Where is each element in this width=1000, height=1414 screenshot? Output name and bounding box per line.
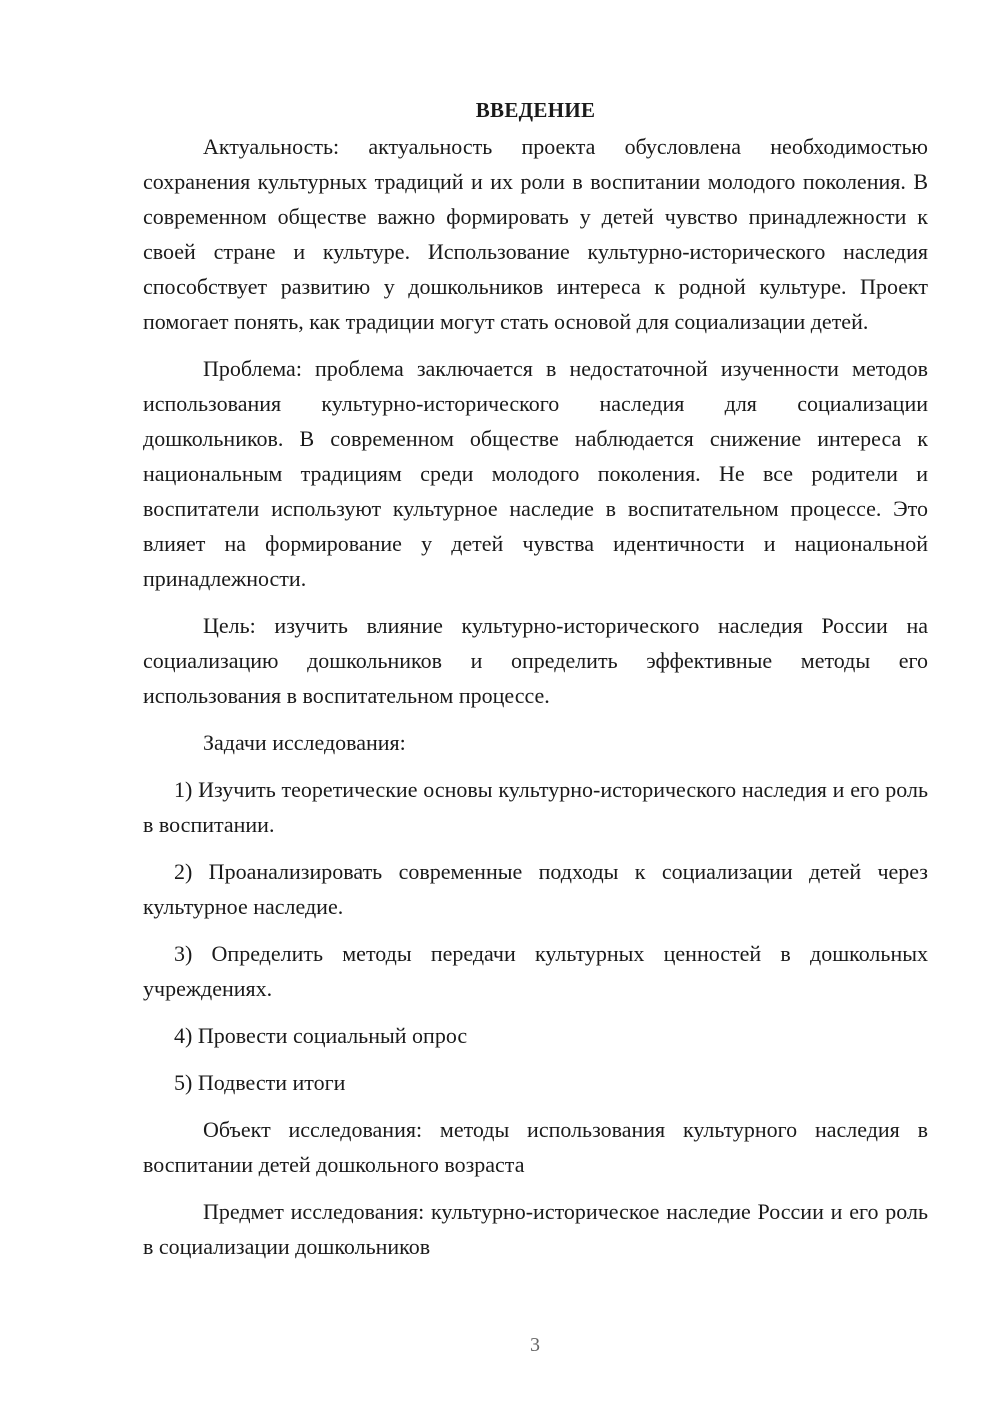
task-item-5: 5) Подвести итоги <box>174 1070 346 1095</box>
section-title: ВВЕДЕНИЕ <box>475 98 596 122</box>
subject-paragraph: Предмет исследования: культурно-историческое наследие России и его роль в социализации дошкольников <box>143 1199 928 1259</box>
task-item-3: 3) Определить методы передачи культурных ценностей в дошкольных учреждениях. <box>143 941 928 1001</box>
task-item-4: 4) Провести социальный опрос <box>174 1023 468 1048</box>
problem-paragraph: Проблема: проблема заключается в недостаточной изученности методов использования культурно-исторического наследия для социализации дошкольников. В современном обществе наблюдается снижение интереса к национальным традициям среди молодого поколения. Не все родители и воспитатели используют культурное наследие в воспитательном процессе. Это влияет на формирование у детей чувства идентичности и национальной принадлежности. <box>143 356 928 591</box>
page-number: 3 <box>530 1334 540 1356</box>
tasks-heading: Задачи исследования: <box>203 730 406 755</box>
goal-paragraph: Цель: изучить влияние культурно-исторического наследия России на социализацию дошкольников и определить эффективные методы его использования в воспитательном процессе. <box>143 613 928 708</box>
page-content <box>143 94 928 1264</box>
task-item-2: 2) Проанализировать современные подходы к социализации детей через культурное наследие. <box>143 859 928 919</box>
object-paragraph: Объект исследования: методы использования культурного наследия в воспитании детей дошкольного возраста <box>143 1117 928 1177</box>
relevance-paragraph: Актуальность: актуальность проекта обусловлена необходимостью сохранения культурных традиций и их роли в воспитании молодого поколения. В современном обществе важно формировать у детей чувство принадлежности к своей стране и культуре. Использование культурно-исторического наследия способствует развитию у дошкольников интереса к родной культуре. Проект помогает понять, как традиции могут стать основой для социализации детей. <box>143 134 928 334</box>
task-item-1: 1) Изучить теоретические основы культурно-исторического наследия и его роль в воспитании. <box>143 777 928 837</box>
